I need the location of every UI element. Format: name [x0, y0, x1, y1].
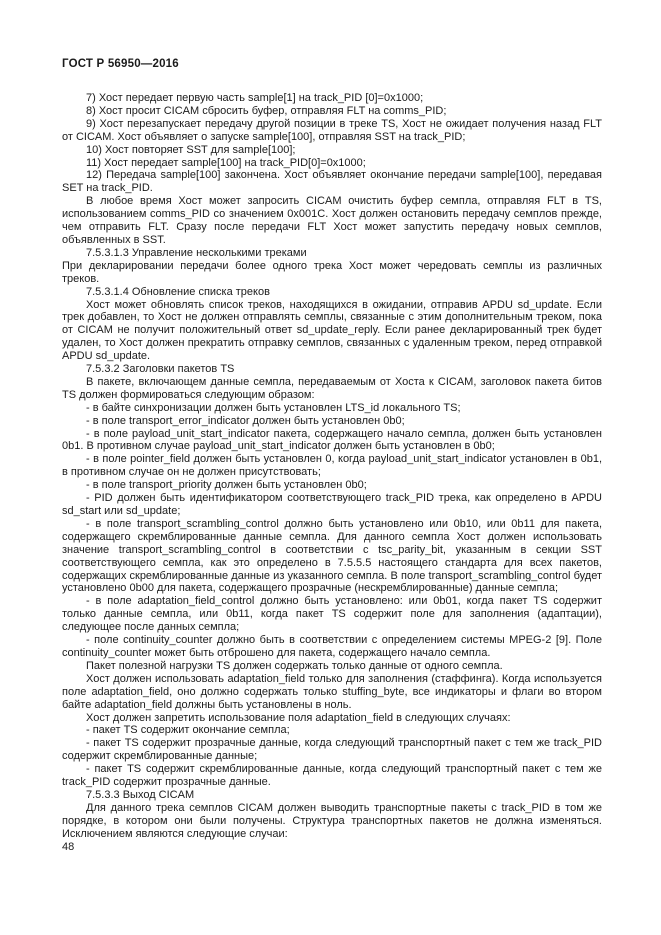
list-item: - в поле adaptation_field_control должно быть установлено: или 0b01, когда пакет TS содержит только данные семпла, или 0b11, когда пакет TS содержит поле для заполнения (адаптации), следующее после данных семпла;: [62, 595, 602, 634]
list-item: - в поле pointer_field должен быть установлен 0, когда payload_unit_start_indicator установлен в 0b1, в противном случае он не должен присутствовать;: [62, 453, 602, 479]
list-item: 9) Хост перезапускает передачу другой позиции в треке TS, Хост не ожидает получения назад FLT от CICAM. Хост объявляет о запуске sample[100], отправляя SST на track_PID;: [62, 117, 602, 143]
section-heading: 7.5.3.3 Выход CICAM: [86, 788, 195, 801]
document-title-header: ГОСТ Р 56950—2016: [62, 58, 179, 70]
list-item: - PID должен быть идентификатором соответствующего track_PID трека, как определено в APDU sd_start или sd_update;: [62, 492, 602, 517]
paragraph: В пакете, включающем данные семпла, передаваемым от Хоста к CICAM, заголовок пакета битов TS должен формироваться следующим образом:: [62, 375, 602, 401]
list-item: 12) Передача sample[100] закончена. Хост объявляет окончание передачи sample[100], передавая SET на track_PID.: [62, 169, 602, 195]
list-item: - пакет TS содержит прозрачные данные, когда следующий транспортный пакет с тем же track_PID содержит скремблированные данные;: [62, 737, 602, 763]
list-item: - в поле transport_scrambling_control должно быть установлено или 0b10, или 0b11 для пакета, содержащего скремблированные данные семпла. Для данного семпла Хост должен использовать значение transport_scrambling_control в соответствии с tsc_parity_bit, указанным в секции SST соответствующего семпла, как это определено в 7.5.5.5 настоящего стандарта для всех пакетов, содержащих скремблированные данные из указанного семпла. В поле transport_scrambling_control будет установлено 0b00 для пакета, содержащего прозрачные (нескремблированные) данные семпла;: [62, 517, 602, 595]
list-item: - поле continuity_counter должно быть в соответствии с определением системы MPEG-2 [9]. Поле continuity_counter может быть отброшено для пакета, содержащего начало семпла.: [62, 634, 602, 659]
list-item: 8) Хост просит CICAM сбросить буфер, отправляя FLT на comms_PID;: [86, 104, 447, 117]
paragraph: В любое время Хост может запросить CICAM очистить буфер семпла, отправляя FLT в TS, использованием comms_PID со значением 0x001C. Хост должен остановить передачу семплов прежде, чем отправить FLT. Сразу после передачи FLT Хост может запустить передачу новых семплов, объявленных в SST.: [62, 195, 602, 246]
paragraph: При декларировании передачи более одного трека Хост может чередовать семплы из различных треков.: [62, 259, 602, 285]
section-heading: 7.5.3.1.3 Управление несколькими треками: [86, 246, 307, 259]
list-item: - пакет TS содержит скремблированные данные, когда следующий транспортный пакет с тем же track_PID содержит прозрачные данные.: [62, 763, 602, 789]
section-heading: 7.5.3.2 Заголовки пакетов TS: [86, 363, 235, 376]
list-item: - в поле payload_unit_start_indicator пакета, содержащего начало семпла, должен быть установлен 0b1. В противном случае payload_unit_start_indicator должен быть установлен в 0b0;: [62, 427, 602, 453]
list-item: 10) Хост повторяет SST для sample[100];: [86, 143, 296, 156]
paragraph: Хост должен использовать adaptation_field только для заполнения (стаффинга). Когда используется поле adaptation_field, оно должно содержать только stuffing_byte, все индикаторы и флаги во втором байте adaptation_field должны быть установлены в ноль.: [62, 672, 602, 711]
list-item: - в поле transport_priority должен быть установлен 0b0;: [86, 479, 367, 492]
paragraph: Хост может обновлять список треков, находящихся в ожидании, отправив APDU sd_update. Если трек добавлен, то Хост не должен отправлять семплы, связанные с этим дополнительным треком, пока от CICAM не получит положительный ответ sd_update_reply. Если ранее декларированный трек будет удален, то Хост должен прекратить отправку семплов, связанных с удаленным треком, перед отправкой APDU sd_update.: [62, 298, 602, 363]
paragraph: Пакет полезной нагрузки TS должен содержать только данные от одного семпла.: [86, 659, 503, 672]
list-item: - в байте синхронизации должен быть установлен LTS_id локального TS;: [86, 401, 461, 414]
list-item: 7) Хост передает первую часть sample[1] на track_PID [0]=0x1000;: [86, 92, 424, 104]
list-item: - в поле transport_error_indicator должен быть установлен 0b0;: [86, 414, 405, 427]
list-item: - пакет TS содержит окончание семпла;: [86, 724, 290, 737]
list-item: 11) Хост передает sample[100] на track_PID[0]=0x1000;: [86, 156, 366, 169]
page-number: 48: [62, 841, 75, 853]
paragraph: Для данного трека семплов CICAM должен выводить транспортные пакеты с track_PID в том же порядке, в котором они были получены. Структура транспортных пакетов не должна изменяться. Исключением являются следующие случаи:: [62, 801, 602, 840]
section-heading: 7.5.3.1.4 Обновление списка треков: [86, 285, 270, 298]
paragraph: Хост должен запретить использование поля adaptation_field в следующих случаях:: [86, 711, 511, 724]
document-body: [62, 92, 602, 841]
